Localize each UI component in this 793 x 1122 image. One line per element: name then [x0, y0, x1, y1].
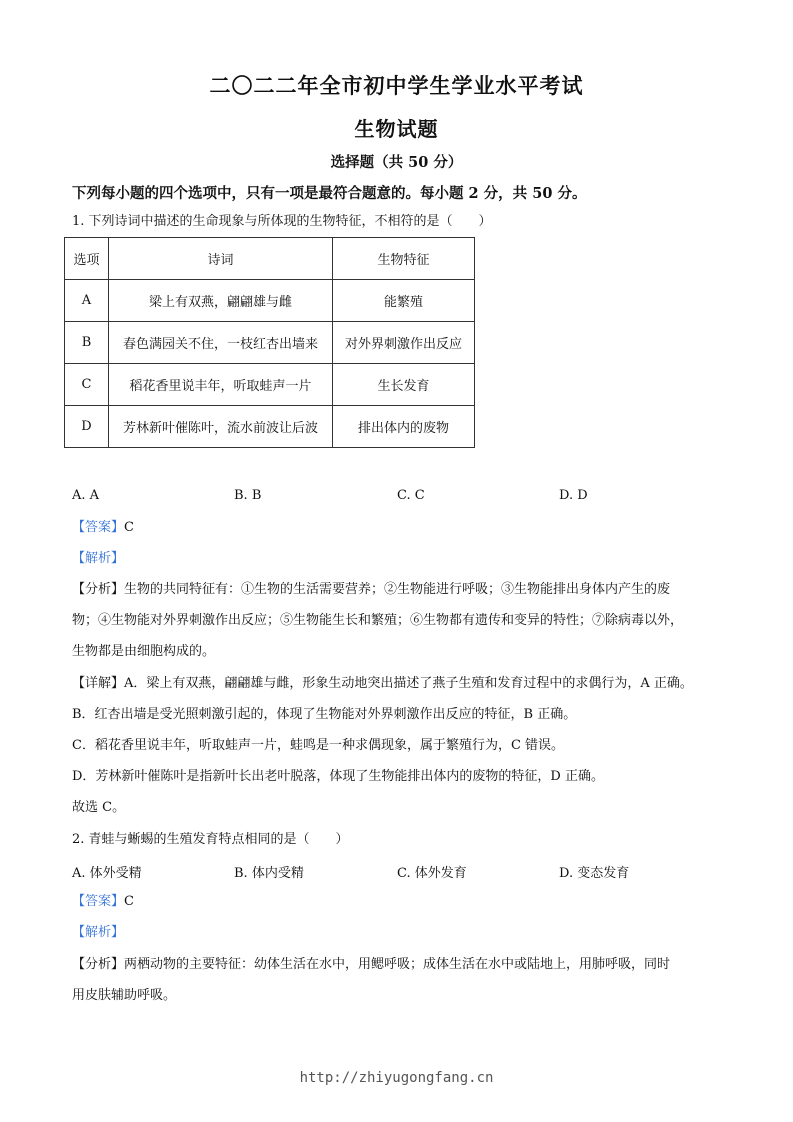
q1-stem: 1. 下列诗词中描述的生命现象与所体现的生物特征，不相符的是（ ）: [72, 214, 492, 229]
q1-table: [64, 237, 475, 448]
analysis-line: 生物都是由细胞构成的。: [72, 644, 216, 659]
table-cell: A: [65, 280, 109, 322]
q2-option-c: C. 体外发育: [397, 866, 467, 881]
table-cell: D: [65, 406, 109, 448]
table-header-cell: 诗词: [109, 238, 333, 280]
table-cell: 生长发育: [333, 364, 475, 406]
table-row: [65, 406, 475, 448]
q1-option-a: A. A: [72, 488, 100, 503]
table-row: [65, 322, 475, 364]
exam-title: 二〇二二年全市初中学生学业水平考试: [209, 73, 584, 98]
q2-option-b: B. 体内受精: [234, 866, 304, 881]
table-cell: 稻花香里说丰年，听取蛙声一片: [109, 364, 333, 406]
footer-url: http://zhiyugongfang.cn: [299, 1070, 494, 1086]
analysis-line: 【分析】生物的共同特征有：①生物的生活需要营养；②生物能进行呼吸；③生物能排出身体内产生的废: [72, 582, 671, 597]
q2-analysis-tag: 【解析】: [72, 925, 125, 940]
analysis-line: 用皮肤辅助呼吸。: [72, 988, 177, 1003]
analysis-line: B．红杏出墙是受光照刺激引起的，体现了生物能对外界刺激作出反应的特征，B 正确。: [72, 707, 577, 722]
q1-option-d: D. D: [559, 488, 588, 503]
analysis-line: 【详解】A．梁上有双燕，翩翩雄与雌，形象生动地突出描述了燕子生殖和发育过程中的求偶行为，A 正确。: [72, 676, 693, 691]
subject-title: 生物试题: [354, 117, 439, 141]
table-header-row: [65, 238, 475, 280]
q1-answer: [72, 519, 134, 537]
q1-option-c: C. C: [397, 488, 425, 503]
table-cell: 对外界刺激作出反应: [333, 322, 475, 364]
answer-value: C: [124, 520, 134, 535]
table-cell: 排出体内的废物: [333, 406, 475, 448]
table-cell: 梁上有双燕，翩翩雄与雌: [109, 280, 333, 322]
analysis-line: 故选 C。: [72, 800, 126, 815]
table-row: [65, 364, 475, 406]
analysis-line: C．稻花香里说丰年，听取蛙声一片，蛙鸣是一种求偶现象，属于繁殖行为，C 错误。: [72, 738, 565, 753]
answer-tag: 【答案】: [72, 520, 125, 535]
q2-option-a: A. 体外受精: [72, 866, 142, 881]
table-cell: 能繁殖: [333, 280, 475, 322]
analysis-line: 【分析】两栖动物的主要特征：幼体生活在水中，用鳃呼吸；成体生活在水中或陆地上，用肺呼吸，同时: [72, 957, 671, 972]
q1-option-b: B. B: [234, 488, 262, 503]
table-cell: B: [65, 322, 109, 364]
q2-stem: 2. 青蛙与蜥蜴的生殖发育特点相同的是（ ）: [72, 832, 349, 847]
answer-value: C: [124, 894, 134, 909]
table-cell: 春色满园关不住，一枝红杏出墙来: [109, 322, 333, 364]
analysis-line: D．芳林新叶催陈叶是指新叶长出老叶脱落，体现了生物能排出体内的废物的特征，D 正确。: [72, 769, 604, 784]
q2-option-d: D. 变态发育: [559, 866, 630, 881]
table-header-cell: 选项: [65, 238, 109, 280]
analysis-line: 物；④生物能对外界刺激作出反应；⑤生物能生长和繁殖；⑥生物都有遗传和变异的特性；⑦除病毒以外，: [72, 613, 684, 628]
table-cell: 芳林新叶催陈叶，流水前波让后波: [109, 406, 333, 448]
section-title: 选择题（共 50 分）: [330, 154, 463, 171]
section-instruction: 下列每小题的四个选项中，只有一项是最符合题意的。每小题 2 分，共 50 分。: [72, 185, 587, 202]
answer-tag: 【答案】: [72, 894, 125, 909]
q2-answer: [72, 893, 134, 911]
table-cell: C: [65, 364, 109, 406]
table-header-cell: 生物特征: [333, 238, 475, 280]
table-row: [65, 280, 475, 322]
q1-analysis-tag: 【解析】: [72, 551, 125, 566]
